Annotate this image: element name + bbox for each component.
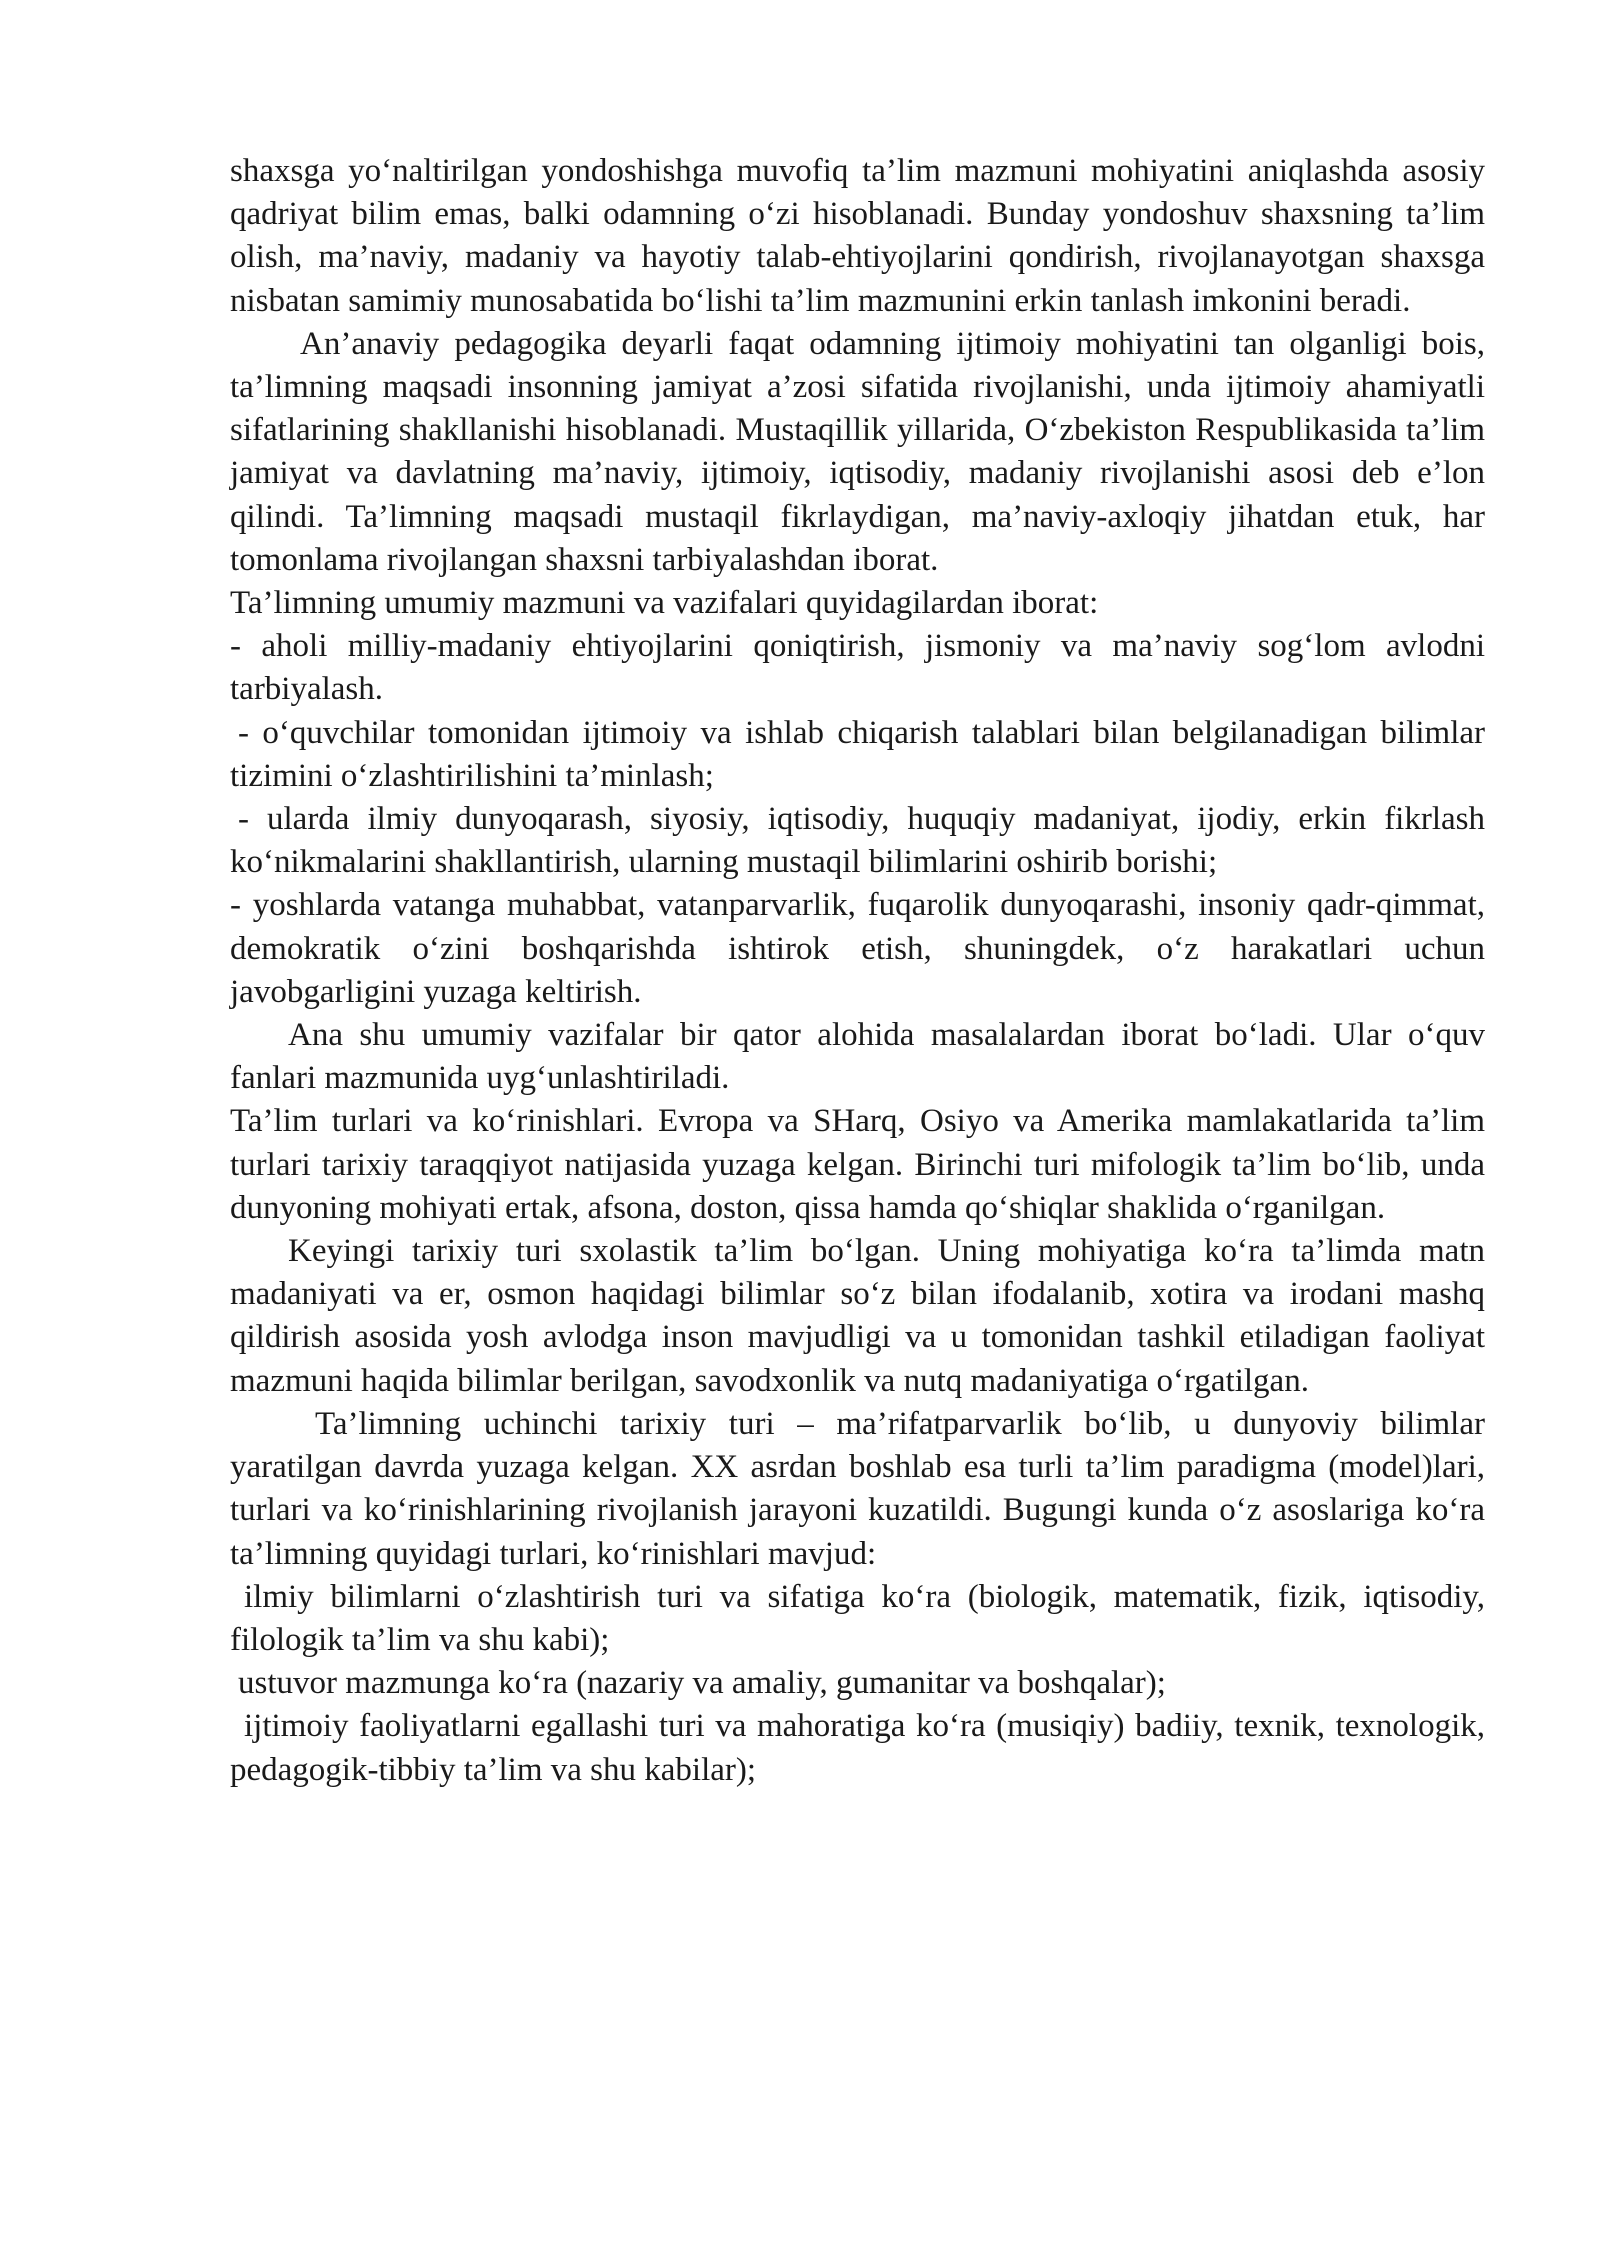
list-item-scientific-knowledge: ilmiy bilimlarni o‘zlashtirish turi va sifatiga ko‘ra (biologik, matematik, fizik, iqtisodiy, filologik ta’lim va shu kabi); [230, 1578, 1485, 1658]
paragraph-scholastic: Keyingi tarixiy turi sxolastik ta’lim bo‘lgan. Uning mohiyatiga ko‘ra ta’limda matn madaniyati va er, osmon haqidagi bilimlar so‘z bilan ifodalanib, xotira va irodani mashq qildirish asosida yosh avlodga inson mavjudligi va u tomonidan tashkil etiladigan faoliyat mazmuni haqida bilimlar berilgan, savodxonlik va nutq madaniyatiga o‘rgatilgan. [230, 1233, 1485, 1399]
paragraph-content-intro: Ta’limning umumiy mazmuni va vazifalari quyidagilardan iborat: [230, 585, 1099, 622]
list-item-patriotism: - yoshlarda vatanga muhabbat, vatanparvarlik, fuqarolik dunyoqarashi, insoniy qadr-qimmat, demokratik o‘zini boshqarishda ishtirok etish, shuningdek, o‘z harakatlari uchun javobgarligini yuzaga keltirish. [230, 887, 1485, 1010]
paragraph-education-types: Ta’lim turlari va ko‘rinishlari. Evropa va SHarq, Osiyo va Amerika mamlakatlarida ta’lim turlari tarixiy taraqqiyot natijasida yuzaga kelgan. Birinchi turi mifologik ta’lim bo‘lib, unda dunyoning mohiyati ertak, afsona, doston, qissa hamda qo‘shiqlar shaklida o‘rganilgan. [230, 1103, 1485, 1226]
paragraph-general-tasks: Ana shu umumiy vazifalar bir qator alohida masalalardan iborat bo‘ladi. Ular o‘quv fanlari mazmunida uyg‘unlashtiriladi. [230, 1017, 1485, 1097]
paragraph-enlightenment: Ta’limning uchinchi tarixiy turi – ma’rifatparvarlik bo‘lib, u dunyoviy bilimlar yaratilgan davrda yuzaga kelgan. XX asrdan boshlab esa turli ta’lim paradigma (model)lari, turlari va ko‘rinishlarining rivojlanish jarayoni kuzatildi. Bugungi kunda o‘z asoslariga ko‘ra ta’limning quyidagi turlari, ko‘rinishlari mavjud: [230, 1405, 1485, 1572]
document-body [230, 150, 1485, 1792]
list-item-worldview: - ularda ilmiy dunyoqarash, siyosiy, iqtisodiy, huquqiy madaniyat, ijodiy, erkin fikrlash ko‘nikmalarini shakllantirish, ularning mustaqil bilimlarini oshirib borishi; [230, 801, 1485, 881]
list-item-social-activities: ijtimoiy faoliyatlarni egallashi turi va mahoratiga ko‘ra (musiqiy) badiiy, texnik, texnologik, pedagogik-tibbiy ta’lim va shu kabilar); [230, 1708, 1485, 1788]
paragraph-personal-approach: shaxsga yo‘naltirilgan yondoshishga muvofiq ta’lim mazmuni mohiyatini aniqlashda asosiy qadriyat bilim emas, balki odamning o‘zi hisoblanadi. Bunday yondoshuv shaxsning ta’lim olish, ma’naviy, madaniy va hayotiy talab-ehtiyojlarini qondirish, rivojlanayotgan shaxsga nisbatan samimiy munosabatida bo‘lishi ta’lim mazmunini erkin tanlash imkonini beradi. [230, 153, 1485, 319]
paragraph-traditional-pedagogy: An’anaviy pedagogika deyarli faqat odamning ijtimoiy mohiyatini tan olganligi bois, ta’limning maqsadi insonning jamiyat a’zosi sifatida rivojlanishi, unda ijtimoiy ahamiyatli sifatlarining shakllanishi hisoblanadi. Mustaqillik yillarida, O‘zbekiston Respublikasida ta’lim jamiyat va davlatning ma’naviy, ijtimoiy, iqtisodiy, madaniy rivojlanishi asosi deb e’lon qilindi. Ta’limning maqsadi mustaqil fikrlaydigan, ma’naviy-axloqiy jihatdan etuk, har tomonlama rivojlangan shaxsni tarbiyalashdan iborat. [230, 325, 1485, 578]
list-item-national-needs: - aholi milliy-madaniy ehtiyojlarini qoniqtirish, jismoniy va ma’naviy sog‘lom avlodni tarbiyalash. [230, 628, 1485, 708]
list-item-knowledge-system: - o‘quvchilar tomonidan ijtimoiy va ishlab chiqarish talablari bilan belgilanadigan bilimlar tizimini o‘zlashtirilishini ta’minlash; [230, 714, 1485, 794]
list-item-priority-content: ustuvor mazmunga ko‘ra (nazariy va amaliy, gumanitar va boshqalar); [238, 1665, 1166, 1702]
